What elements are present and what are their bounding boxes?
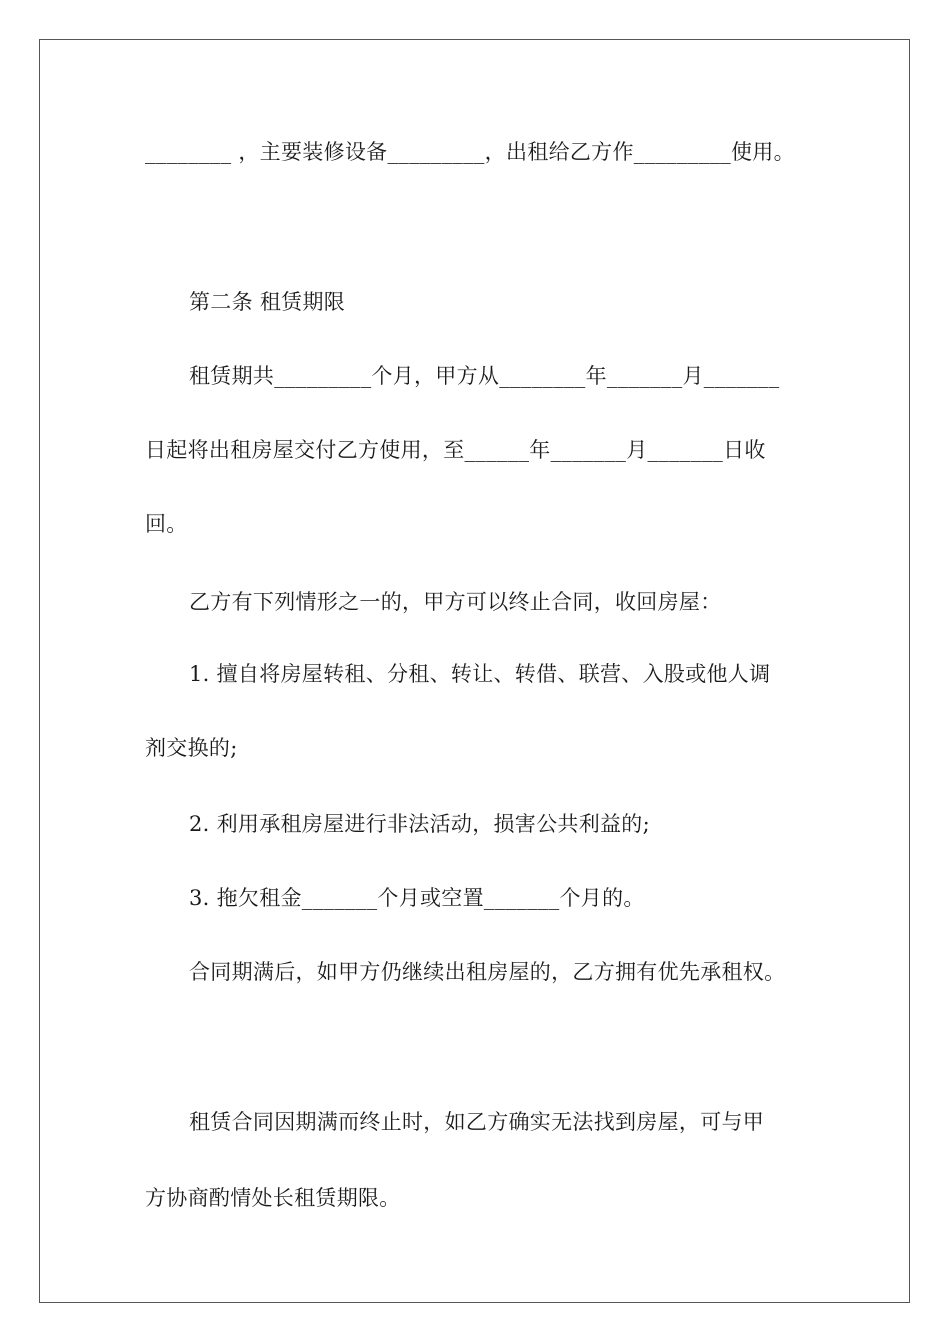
section-heading-lease-term: 第二条 租赁期限 (189, 290, 346, 314)
text-line-reclaim: 回。 (145, 512, 188, 536)
text-line-priority-right: 合同期满后，如甲方仍继续出租房屋的，乙方拥有优先承租权。 (189, 960, 786, 984)
list-item-3: 3. 拖欠租金_______个月或空置_______个月的。 (189, 886, 645, 910)
list-item-2: 2. 利用承租房屋进行非法活动，损害公共利益的; (189, 812, 650, 836)
text-line-extension-continued: 方协商酌情处长租赁期限。 (145, 1186, 401, 1210)
text-line-handover-date: 日起将出租房屋交付乙方使用，至______年_______月_______日收 (145, 438, 766, 462)
list-item-1-continued: 剂交换的; (145, 736, 238, 760)
text-line-termination-conditions: 乙方有下列情形之一的，甲方可以终止合同，收回房屋： (189, 590, 722, 614)
list-item-1: 1. 擅自将房屋转租、分租、转让、转借、联营、入股或他人调 (189, 662, 771, 686)
text-line-extension: 租赁合同因期满而终止时，如乙方确实无法找到房屋，可与甲 (189, 1110, 765, 1134)
text-line-equipment-use: ________ ，主要装修设备_________，出租给乙方作_________使用。 (145, 140, 795, 164)
text-line-lease-period: 租赁期共_________个月，甲方从________年_______月_______ (189, 364, 780, 388)
